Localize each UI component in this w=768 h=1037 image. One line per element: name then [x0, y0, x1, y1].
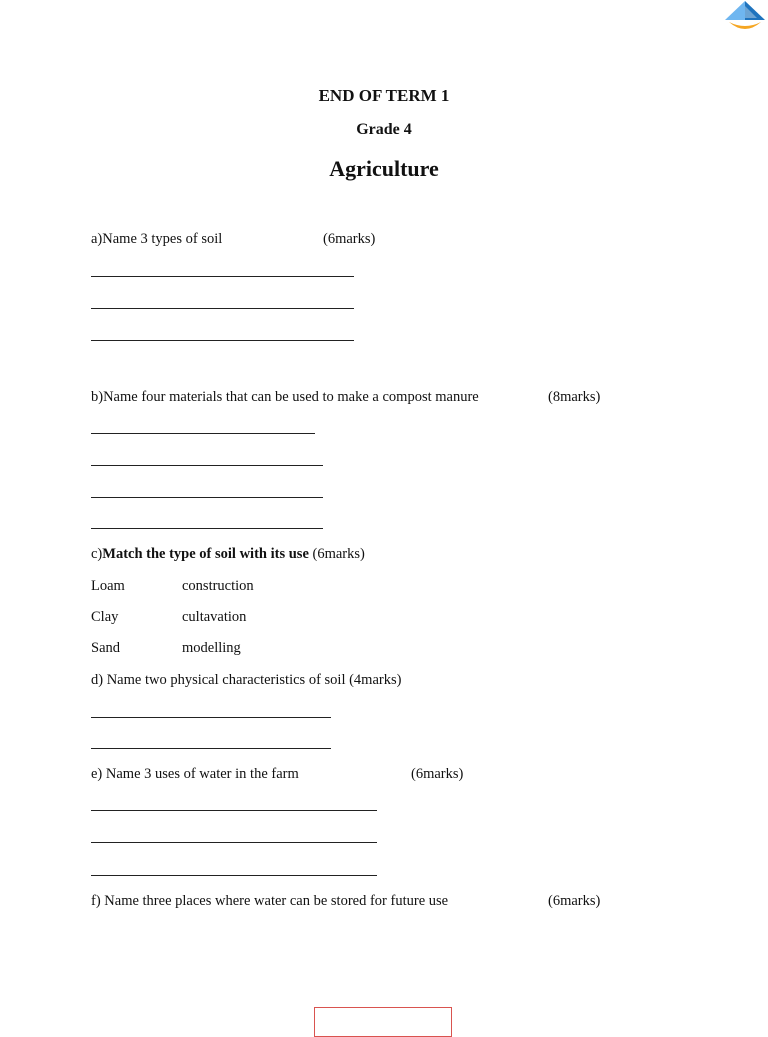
match-use-item: construction: [182, 578, 254, 594]
grade-label: Grade 4: [356, 121, 412, 138]
question-c-marks: (6marks): [312, 546, 365, 562]
question-d: d) Name two physical characteristics of soil (4marks): [91, 672, 402, 688]
question-f: f) Name three places where water can be stored for future use: [91, 893, 449, 909]
answer-line[interactable]: [91, 875, 377, 876]
answer-line[interactable]: [91, 276, 354, 277]
match-use-item: modelling: [182, 640, 241, 656]
answer-line[interactable]: [91, 433, 315, 434]
answer-line[interactable]: [91, 528, 323, 529]
answer-line[interactable]: [91, 308, 354, 309]
question-b-marks: (8marks): [548, 389, 601, 405]
answer-line[interactable]: [91, 748, 331, 749]
subject-title: Agriculture: [329, 156, 439, 181]
match-soil-item: Clay: [91, 609, 119, 625]
question-c-instruction: Match the type of soil with its use: [102, 546, 309, 562]
answer-line[interactable]: [91, 340, 354, 341]
question-c-prefix: c): [91, 546, 103, 562]
answer-line[interactable]: [91, 717, 331, 718]
question-e-marks: (6marks): [411, 766, 464, 782]
answer-line[interactable]: [91, 810, 377, 811]
question-e: e) Name 3 uses of water in the farm: [91, 766, 299, 782]
match-use-item: cultavation: [182, 609, 247, 625]
page-footer-box: [314, 1007, 452, 1037]
match-soil-item: Loam: [91, 578, 125, 594]
question-a: a)Name 3 types of soil: [91, 231, 223, 247]
publisher-logo-icon: [724, 0, 766, 36]
question-a-marks: (6marks): [323, 231, 376, 247]
answer-line[interactable]: [91, 465, 323, 466]
question-b: b)Name four materials that can be used to make a compost manure: [91, 389, 479, 405]
match-soil-item: Sand: [91, 640, 120, 656]
question-f-marks: (6marks): [548, 893, 601, 909]
exam-title: END OF TERM 1: [318, 86, 450, 105]
question-c: [91, 546, 365, 563]
answer-line[interactable]: [91, 842, 377, 843]
answer-line[interactable]: [91, 497, 323, 498]
